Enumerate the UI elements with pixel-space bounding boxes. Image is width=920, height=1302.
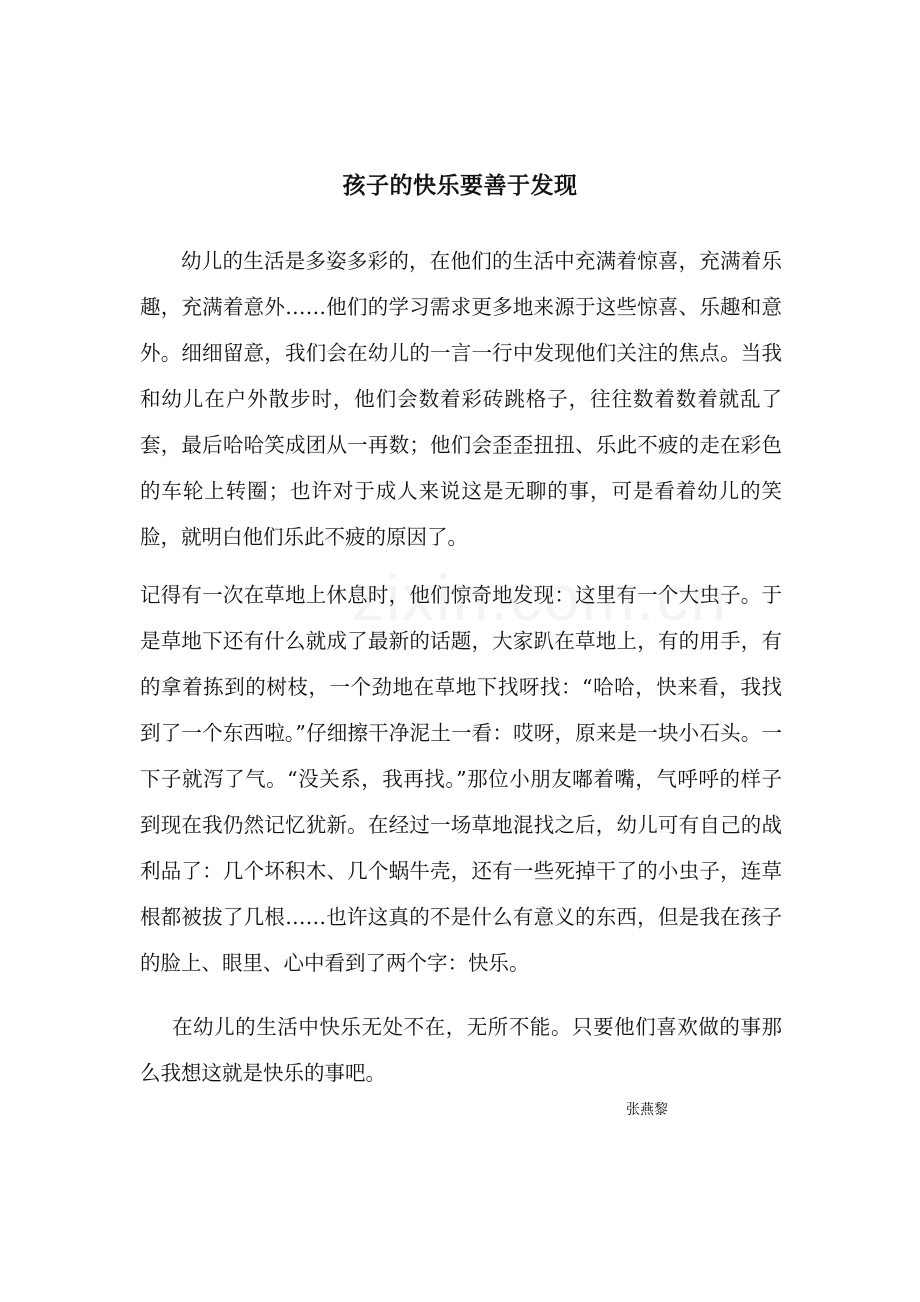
paragraph-3: 在幼儿的生活中快乐无处不在，无所不能。只要他们喜欢做的事那么我想这就是快乐的事吧。 [140,1015,782,1085]
paragraph-1: 幼儿的生活是多姿多彩的，在他们的生活中充满着惊喜，充满着乐趣，充满着意外……他们的学习需求更多地来源于这些惊喜、乐趣和意外。细细留意，我们会在幼儿的一言一行中发现他们关注的焦点。当我和幼儿在户外散步时，他们会数着彩砖跳格子，往往数着数着就乱了套，最后哈哈笑成团从一再数；他们会歪歪扭扭、乐此不疲的走在彩色的车轮上转圈；也许对于成人来说这是无聊的事，可是看着幼儿的笑脸，就明白他们乐此不疲的原因了。 [140,249,782,549]
paragraph-2: 记得有一次在草地上休息时，他们惊奇地发现：这里有一个大虫子。于是草地下还有什么就成了最新的话题，大家趴在草地上，有的用手，有的拿着拣到的树枝，一个劲地在草地下找呀找：“哈哈，快来看，我找到了一个东西啦。”仔细擦干净泥土一看：哎呀，原来是一块小石头。一下子就泻了气。“没关系，我再找。”那位小朋友嘟着嘴，气呼呼的样子到现在我仍然记忆犹新。在经过一场草地混找之后，幼儿可有自己的战利品了：几个坏积木、几个蜗牛壳，还有一些死掉干了的小虫子，连草根都被拔了几根……也许这真的不是什么有意义的东西，但是我在孩子的脸上、眼里、心中看到了两个字：快乐。 [140,583,782,975]
document-title: 孩子的快乐要善于发现 [342,173,578,199]
author-signature: 张燕黎 [626,1102,668,1118]
